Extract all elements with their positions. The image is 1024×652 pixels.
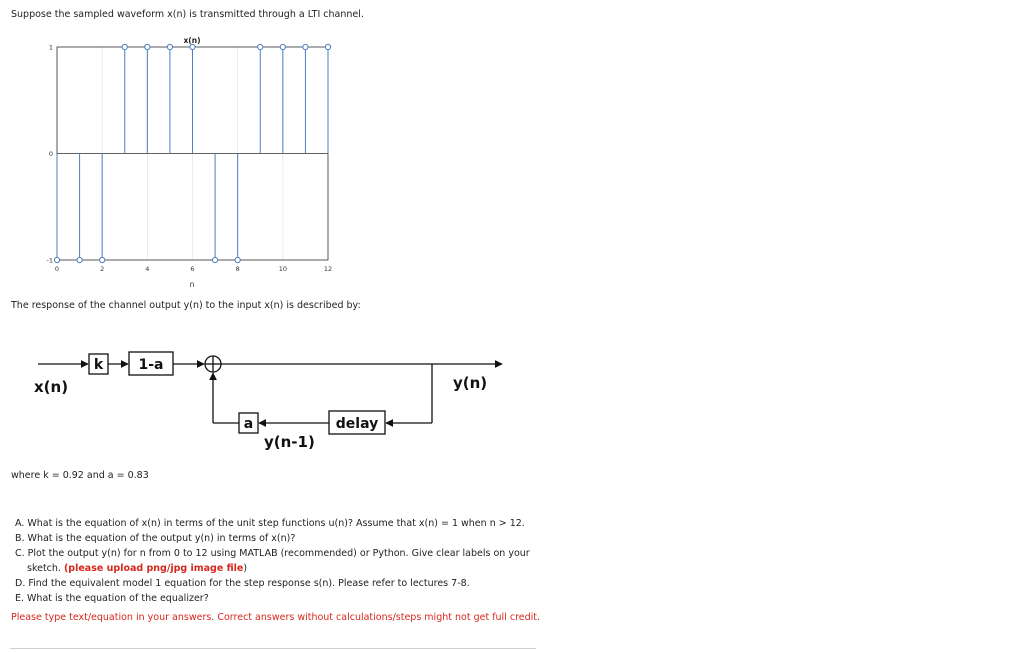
stem-marker xyxy=(212,257,217,262)
delay-block-label: delay xyxy=(335,416,379,432)
x-tick-label: 8 xyxy=(235,265,240,273)
y-tick-label: 1 xyxy=(48,43,53,52)
x-tick-label: 12 xyxy=(323,265,333,273)
params-text: where k = 0.92 and a = 0.83 xyxy=(11,470,149,481)
stem-marker xyxy=(54,257,59,262)
upload-instruction: (please upload png/jpg image file xyxy=(63,563,244,574)
question-c-continued: sketch. (please upload png/jpg image file) xyxy=(27,563,248,574)
divider xyxy=(10,648,536,649)
y-tick-label: -1 xyxy=(46,256,53,265)
x-tick-label: 2 xyxy=(100,265,105,273)
feedback-gain-label: a xyxy=(243,416,254,432)
stem-plot xyxy=(30,32,390,292)
y-tick-label: 0 xyxy=(48,150,53,158)
gain-block-label: k xyxy=(93,357,104,373)
intro-text: Suppose the sampled waveform x(n) is transmitted through a LTI channel. xyxy=(11,9,364,20)
question-list xyxy=(15,516,530,606)
stem-marker xyxy=(100,257,105,262)
stem-marker xyxy=(303,44,308,49)
question-d: D. Find the equivalent model 1 equation for the step response s(n). Please refer to lectures 7-8. xyxy=(15,578,470,589)
x-tick-label: 0 xyxy=(54,265,60,273)
plot-xlabel: n xyxy=(189,280,195,289)
input-label: x(n) xyxy=(34,378,69,396)
stem-marker xyxy=(258,44,263,49)
stem-marker xyxy=(122,44,127,49)
question-a: A. What is the equation of x(n) in terms of the unit step functions u(n)? Assume that x(n) = 1 when n > 12. xyxy=(15,518,525,529)
x-tick-label: 6 xyxy=(190,265,195,273)
x-tick-label: 10 xyxy=(278,265,287,273)
question-b: B. What is the equation of the output y(n) in terms of x(n)? xyxy=(15,533,296,544)
feedback-signal-label: y(n-1) xyxy=(264,433,315,451)
plot-title: x(n) xyxy=(183,36,201,45)
summing-junction xyxy=(205,356,221,372)
stem-marker xyxy=(145,44,150,49)
question-c: C. Plot the output y(n) for n from 0 to 12 using MATLAB (recommended) or Python. Give clear labels on your xyxy=(15,548,530,559)
stem-marker xyxy=(167,44,172,49)
instruction-note: Please type text/equation in your answers. Correct answers without calculations/steps might not get full credit. xyxy=(11,612,541,623)
scale-block-label: 1-a xyxy=(138,357,164,373)
stem-marker xyxy=(235,257,240,262)
x-tick-label: 4 xyxy=(145,265,150,273)
question-e: E. What is the equation of the equalizer? xyxy=(15,593,209,604)
stem-marker xyxy=(190,44,195,49)
output-label: y(n) xyxy=(453,374,488,392)
stem-marker xyxy=(77,257,82,262)
stem-marker xyxy=(325,44,330,49)
stem-marker xyxy=(280,44,285,49)
response-text: The response of the channel output y(n) to the input x(n) is described by: xyxy=(11,300,361,311)
block-diagram xyxy=(20,345,520,455)
